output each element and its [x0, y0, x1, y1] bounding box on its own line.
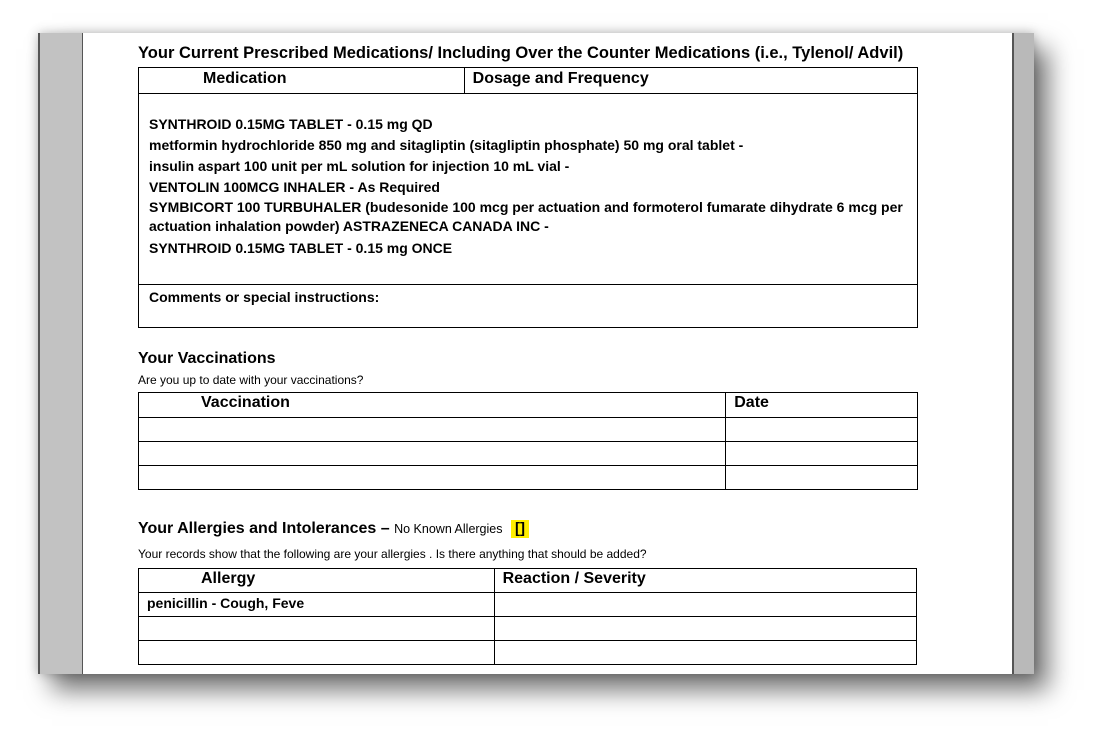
table-row — [139, 641, 917, 665]
allergies-note: Your records show that the following are your allergies . Is there anything that should be added? — [138, 547, 647, 561]
reaction-cell[interactable] — [494, 593, 916, 617]
vaccination-cell[interactable] — [139, 418, 726, 442]
medications-list — [139, 94, 918, 285]
vaccinations-question: Are you up to date with your vaccinations? — [138, 373, 364, 387]
vaccinations-heading: Your Vaccinations — [138, 350, 276, 367]
vaccination-cell[interactable] — [139, 466, 726, 490]
allergies-heading-line — [138, 520, 529, 538]
allergy-cell[interactable] — [139, 617, 495, 641]
right-margin-bar — [1012, 33, 1034, 674]
dosage-column-header: Dosage and Frequency — [464, 68, 917, 94]
date-column-header: Date — [726, 393, 918, 418]
medication-column-header: Medication — [139, 68, 465, 94]
medication-item: metformin hydrochloride 850 mg and sitagliptin (sitagliptin phosphate) 50 mg oral tablet - — [149, 137, 744, 153]
document-page — [83, 33, 1012, 674]
allergy-cell[interactable] — [139, 641, 495, 665]
table-row — [139, 617, 917, 641]
medication-item: SYNTHROID 0.15MG TABLET - 0.15 mg ONCE — [149, 240, 453, 256]
allergies-heading: Your Allergies and Intolerances – — [138, 520, 390, 537]
medication-item: SYMBICORT 100 TURBUHALER (budesonide 100 mcg per actuation and formoterol fumarate dihydrate 6 mcg per actuation inhalation powder) ASTRAZENECA CANADA INC - — [149, 199, 903, 234]
comments-label: Comments or special instructions: — [149, 289, 380, 305]
no-known-allergies-checkbox[interactable]: [] — [511, 520, 529, 538]
vaccinations-table — [138, 392, 918, 490]
vaccination-cell[interactable] — [139, 442, 726, 466]
medication-item: SYNTHROID 0.15MG TABLET - 0.15 mg QD — [149, 116, 433, 132]
date-cell[interactable] — [726, 442, 918, 466]
reaction-cell[interactable] — [494, 617, 916, 641]
document-viewer — [38, 33, 1034, 674]
allergy-column-header: Allergy — [139, 569, 495, 593]
date-cell[interactable] — [726, 466, 918, 490]
allergy-cell[interactable]: penicillin - Cough, Feve — [139, 593, 495, 617]
medication-item: VENTOLIN 100MCG INHALER - As Required — [149, 179, 440, 195]
vaccination-column-header: Vaccination — [139, 393, 726, 418]
reaction-column-header: Reaction / Severity — [494, 569, 916, 593]
medications-table — [138, 67, 918, 328]
allergies-table — [138, 568, 917, 665]
table-row — [139, 593, 917, 617]
medications-heading: Your Current Prescribed Medications/ Including Over the Counter Medications (i.e., Tylenol/ Advil) — [138, 44, 904, 62]
left-margin-bar — [38, 33, 83, 674]
medication-item: insulin aspart 100 unit per mL solution for injection 10 mL vial - — [149, 158, 570, 174]
no-known-allergies-label: No Known Allergies — [394, 522, 503, 536]
reaction-cell[interactable] — [494, 641, 916, 665]
date-cell[interactable] — [726, 418, 918, 442]
comments-field[interactable] — [139, 285, 918, 328]
